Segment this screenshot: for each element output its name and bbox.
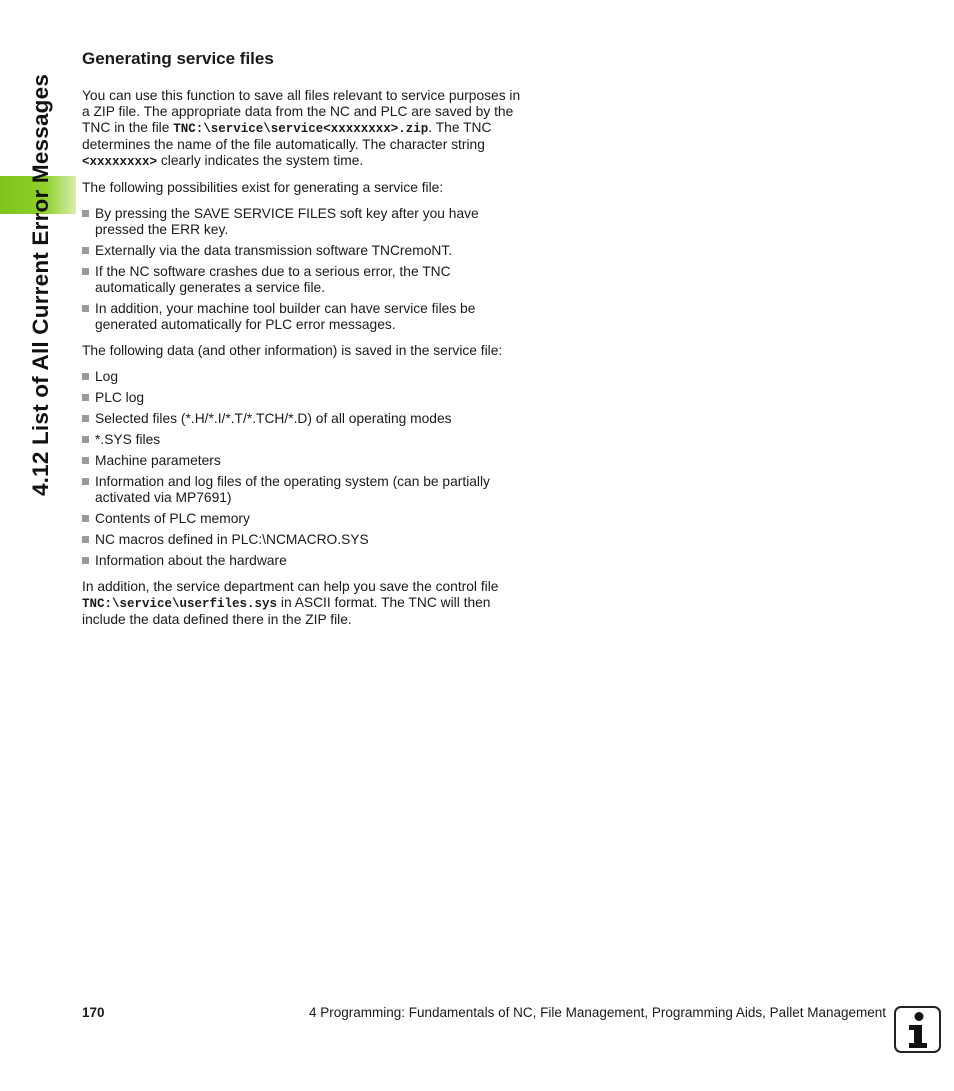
bullet-square-icon (82, 415, 89, 422)
intro-paragraph: You can use this function to save all files relevant to service purposes in a ZIP file. The appropriate data from the NC and PLC are saved by the TNC in the file TNC:\service\service<xxxxxxxx>.zip. The TNC determines the name of the file automatically. The character string <xxxxxxxx> clearly indicates the system time. (82, 88, 521, 169)
bullet-square-icon (82, 394, 89, 401)
service-file-path: TNC:\service\service<xxxxxxxx>.zip (173, 122, 429, 136)
list-item: Information and log files of the operating system (can be partially activated via MP7691) (82, 474, 527, 506)
bullet-square-icon (82, 515, 89, 522)
list-item: Externally via the data transmission software TNCremoNT. (82, 243, 527, 259)
bullet-square-icon (82, 457, 89, 464)
list-item: By pressing the SAVE SERVICE FILES soft key after you have pressed the ERR key. (82, 206, 527, 238)
section-side-title: 4.12 List of All Current Error Messages (28, 73, 53, 497)
bullet-square-icon (82, 305, 89, 312)
data-lead: The following data (and other information) is saved in the service file: (82, 343, 503, 358)
list-item: Information about the hardware (82, 553, 527, 569)
list-item: *.SYS files (82, 432, 527, 448)
section-heading: Generating service files (82, 49, 274, 68)
bullet-square-icon (82, 536, 89, 543)
saved-data-list (82, 369, 527, 569)
list-item: PLC log (82, 390, 527, 406)
list-item: Contents of PLC memory (82, 511, 527, 527)
chapter-footer: 4 Programming: Fundamentals of NC, File Management, Programming Aids, Pallet Management (308, 1005, 886, 1020)
bullet-square-icon (82, 210, 89, 217)
list-item: Log (82, 369, 527, 385)
bullet-square-icon (82, 436, 89, 443)
bullet-square-icon (82, 557, 89, 564)
page-number: 170 (82, 1005, 105, 1020)
list-item: NC macros defined in PLC:\NCMACRO.SYS (82, 532, 527, 548)
userfiles-path: TNC:\service\userfiles.sys (82, 597, 278, 611)
list-item: Machine parameters (82, 453, 527, 469)
possibilities-list (82, 206, 527, 333)
closing-paragraph: In addition, the service department can help you save the control file TNC:\service\userfiles.sys in ASCII format. The TNC will then include the data defined there in the ZIP file. (82, 579, 499, 627)
list-item: In addition, your machine tool builder can have service files be generated automatically for PLC error messages. (82, 301, 527, 333)
info-glyph (903, 1011, 933, 1049)
list-item: If the NC software crashes due to a serious error, the TNC automatically generates a service file. (82, 264, 527, 296)
bullet-square-icon (82, 247, 89, 254)
list-item: Selected files (*.H/*.I/*.T/*.TCH/*.D) of all operating modes (82, 411, 527, 427)
info-icon (894, 1006, 941, 1053)
bullet-square-icon (82, 373, 89, 380)
main-content (82, 48, 527, 638)
possibilities-lead: The following possibilities exist for generating a service file: (82, 180, 444, 195)
time-string-placeholder: <xxxxxxxx> (82, 155, 158, 169)
bullet-square-icon (82, 268, 89, 275)
chapter-side-tab (0, 0, 76, 1091)
bullet-square-icon (82, 478, 89, 485)
